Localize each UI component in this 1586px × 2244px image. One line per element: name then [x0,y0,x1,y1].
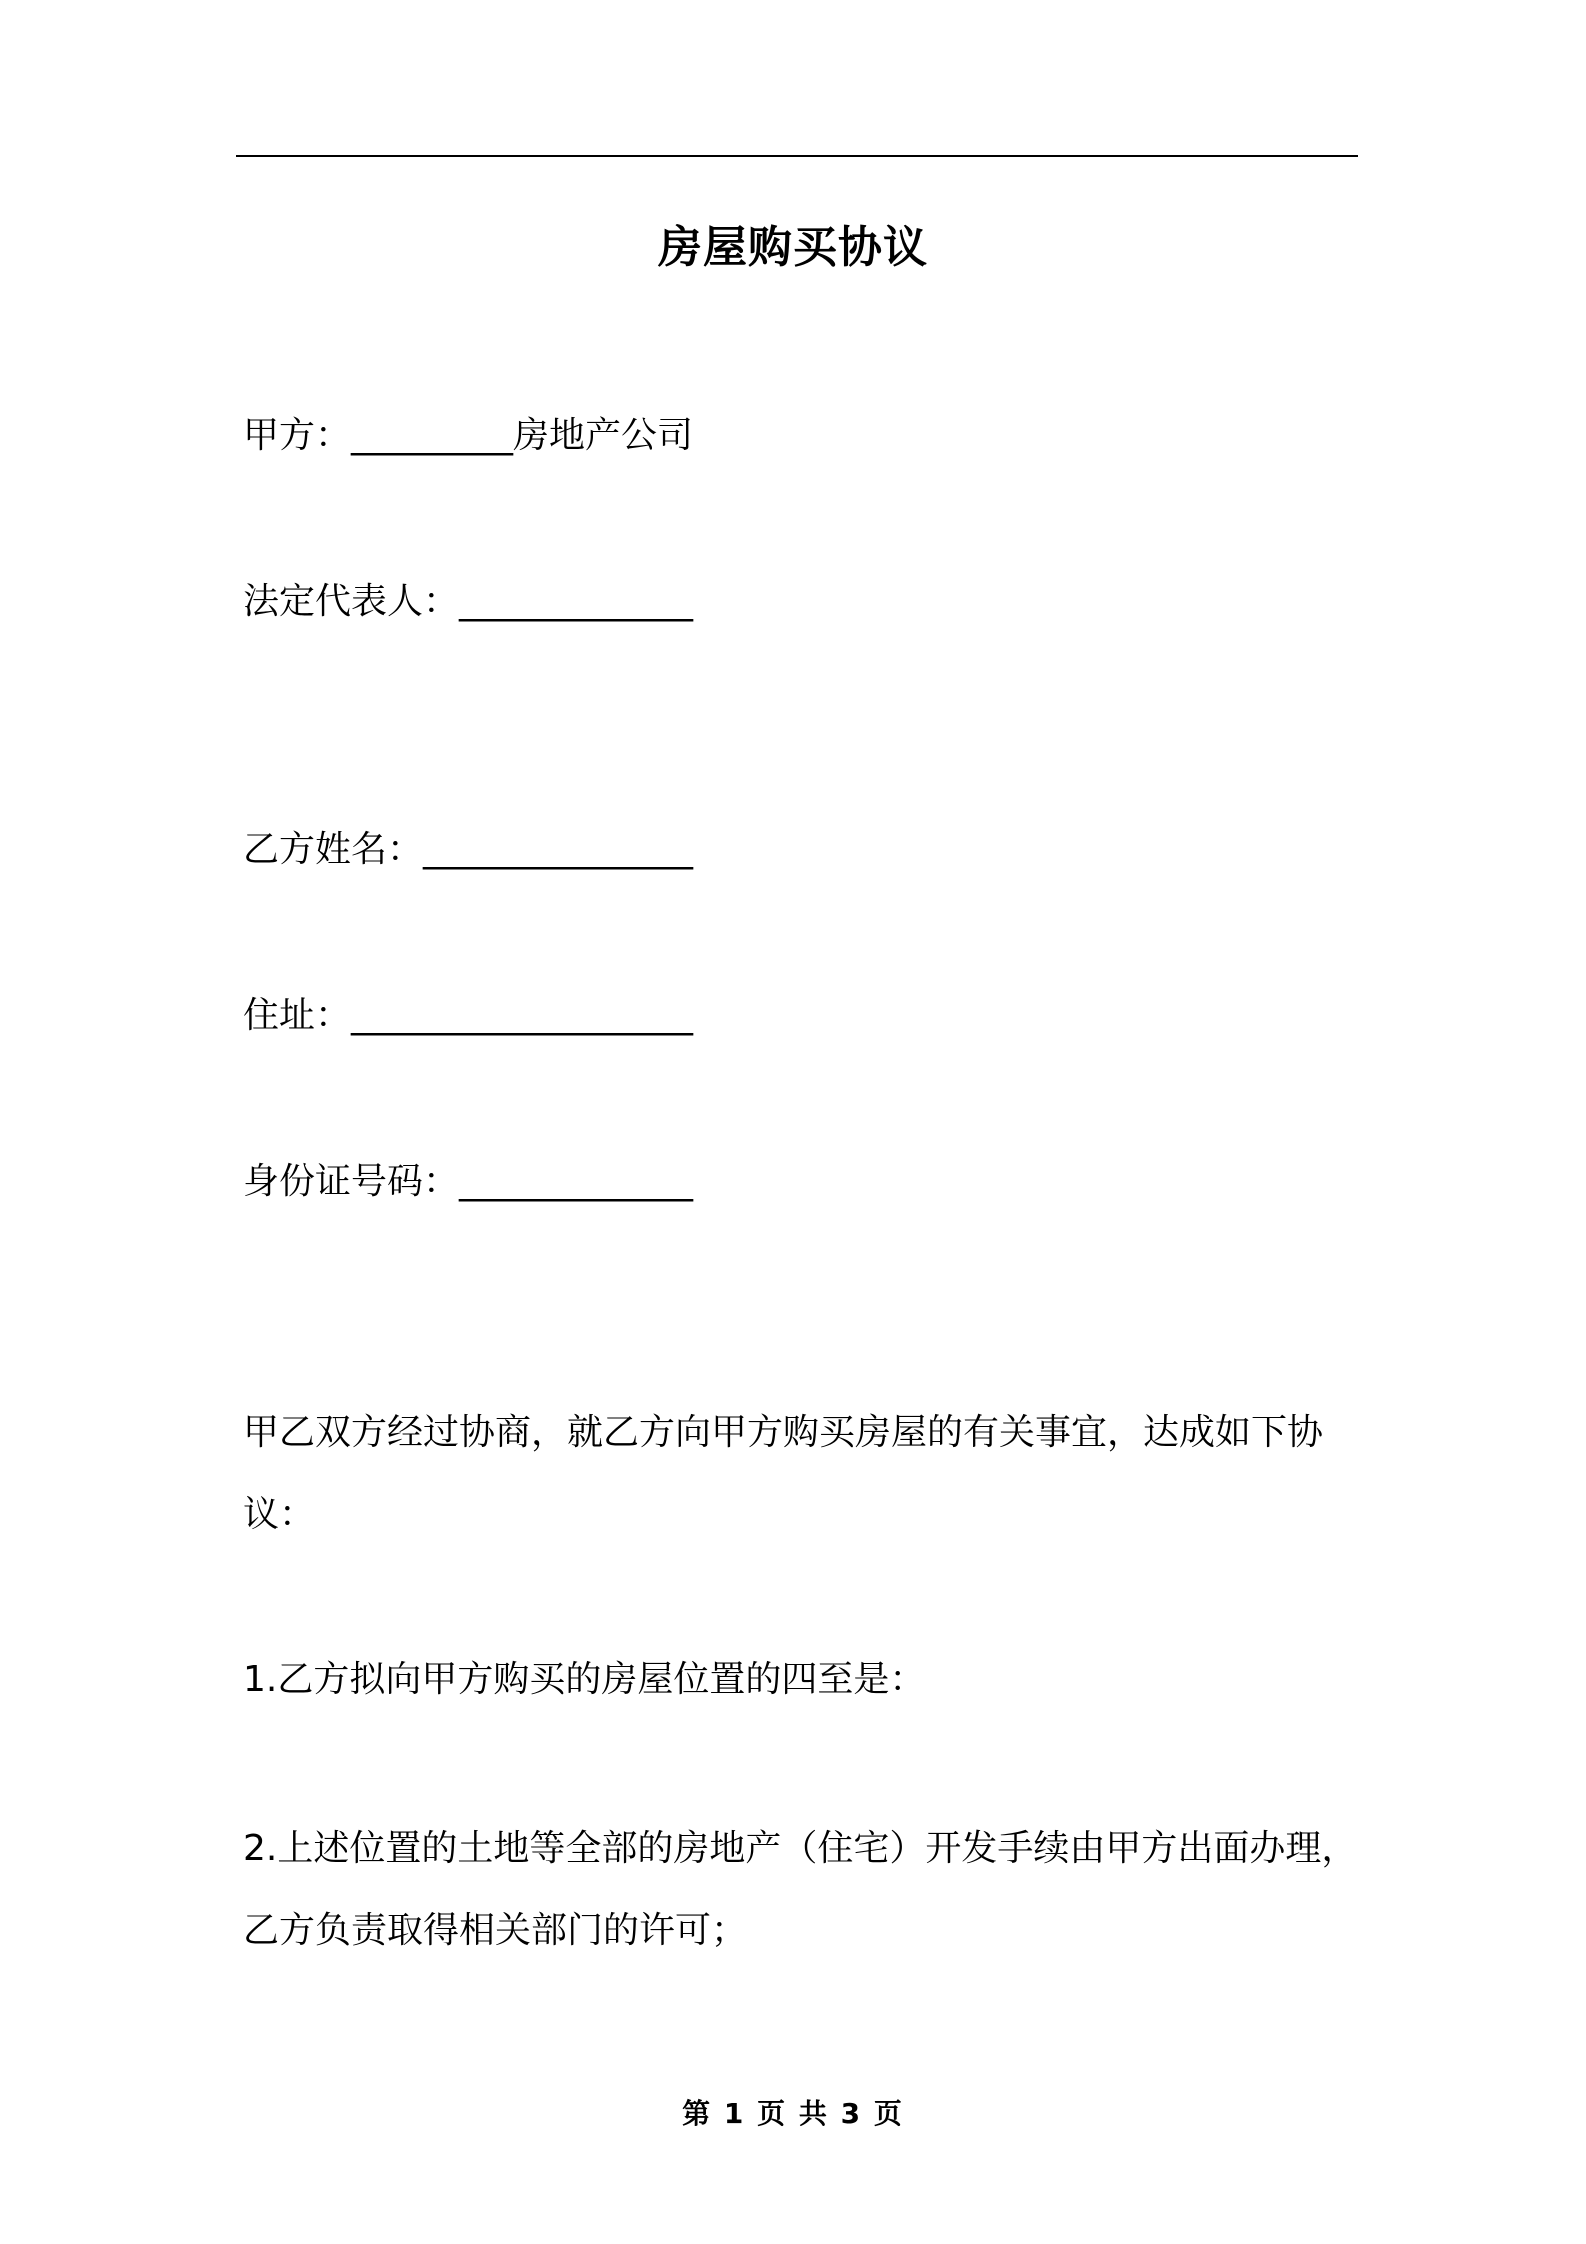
id-number-line: 身份证号码：_____________ [243,1161,694,1202]
intro-line-1: 甲乙双方经过协商，就乙方向甲方购买房屋的有关事宜，达成如下协 [243,1412,1324,1453]
document-title: 房屋购买协议 [658,222,928,273]
clause-2-line-2: 乙方负责取得相关部门的许可； [243,1910,748,1951]
clause-2-line-1: 2.上述位置的土地等全部的房地产（住宅）开发手续由甲方出面办理， [243,1828,1358,1869]
legal-representative-line: 法定代表人：_____________ [243,581,694,622]
header-rule [236,155,1358,157]
address-line: 住址：___________________ [243,995,694,1036]
page-footer: 第 1 页 共 3 页 [682,2097,904,2130]
party-b-name-line: 乙方姓名：_______________ [243,829,694,870]
intro-paragraph [243,1392,1363,1556]
intro-line-2: 议： [243,1494,316,1535]
clause-1: 1.乙方拟向甲方购买的房屋位置的四至是： [243,1659,926,1700]
party-a-line: 甲方：_________房地产公司 [243,415,694,456]
clause-2-paragraph [243,1808,1363,1972]
